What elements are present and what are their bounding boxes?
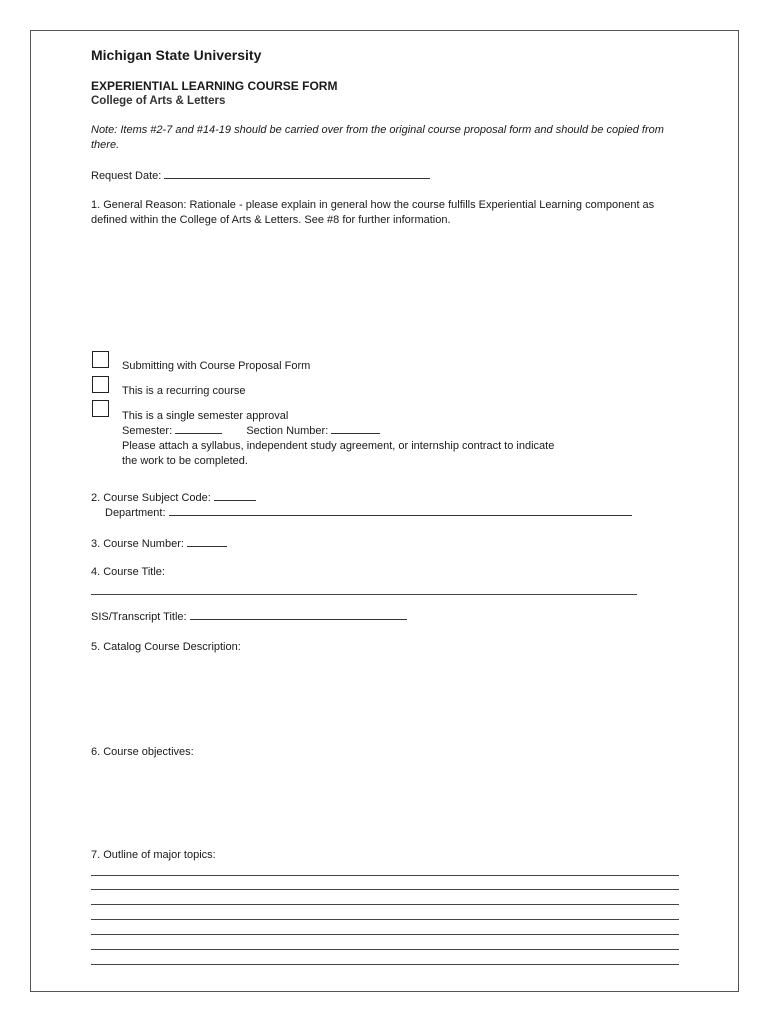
request-date-field[interactable] [164, 169, 430, 179]
subject-code-row [91, 491, 256, 506]
general-reason-text: 1. General Reason: Rationale - please explain in general how the course fulfills Experiential Learning component as defined within the College of Arts & Letters. See #8 for further information. [91, 199, 655, 226]
department-field[interactable] [169, 506, 632, 516]
course-number-row [91, 537, 227, 552]
sis-title-label: SIS/Transcript Title: [91, 611, 187, 623]
recurring-course-checkbox-label: This is a recurring course [122, 385, 246, 397]
outline-line[interactable] [91, 964, 679, 965]
outline-line[interactable] [91, 919, 679, 920]
department-row [105, 506, 632, 521]
request-date-label: Request Date: [91, 170, 162, 182]
outline-line[interactable] [91, 889, 679, 890]
recurring-course-checkbox[interactable] [92, 376, 109, 393]
attach-note-line1: Please attach a syllabus, independent study agreement, or internship contract to indicate [122, 440, 555, 452]
general-reason-answer-area[interactable] [91, 232, 679, 342]
semester-label: Semester: [122, 425, 173, 437]
form-title: EXPERIENTIAL LEARNING COURSE FORM [91, 79, 338, 93]
attach-note-line2: the work to be completed. [122, 455, 248, 467]
outline-line[interactable] [91, 904, 679, 905]
single-semester-checkbox[interactable] [92, 400, 109, 417]
request-date-row [91, 169, 430, 184]
semester-section-row [122, 424, 380, 439]
course-number-label: 3. Course Number: [91, 538, 184, 550]
sis-title-field[interactable] [190, 610, 407, 620]
course-title-field[interactable] [91, 594, 637, 595]
sis-title-row [91, 610, 407, 625]
objectives-answer-area[interactable] [91, 765, 679, 840]
proposal-form-checkbox[interactable] [92, 351, 109, 368]
college-name: College of Arts & Letters [91, 95, 226, 107]
instructions-note: Note: Items #2-7 and #14-19 should be carried over from the original course proposal form and should be copied from there. [91, 124, 664, 151]
university-name: Michigan State University [91, 47, 262, 63]
section-number-label: Section Number: [246, 425, 329, 437]
course-number-field[interactable] [187, 537, 227, 547]
outline-line[interactable] [91, 949, 679, 950]
semester-field[interactable] [175, 424, 222, 434]
section-number-field[interactable] [331, 424, 380, 434]
single-semester-checkbox-label: This is a single semester approval [122, 410, 289, 422]
subject-code-label: 2. Course Subject Code: [91, 492, 211, 504]
catalog-description-label: 5. Catalog Course Description: [91, 641, 241, 653]
proposal-form-checkbox-label: Submitting with Course Proposal Form [122, 360, 311, 372]
outline-line[interactable] [91, 934, 679, 935]
objectives-label: 6. Course objectives: [91, 746, 194, 758]
subject-code-field[interactable] [214, 491, 256, 501]
course-title-label: 4. Course Title: [91, 566, 165, 578]
department-label: Department: [105, 507, 166, 519]
outline-line[interactable] [91, 875, 679, 876]
outline-label: 7. Outline of major topics: [91, 849, 216, 861]
catalog-description-answer-area[interactable] [91, 660, 679, 735]
